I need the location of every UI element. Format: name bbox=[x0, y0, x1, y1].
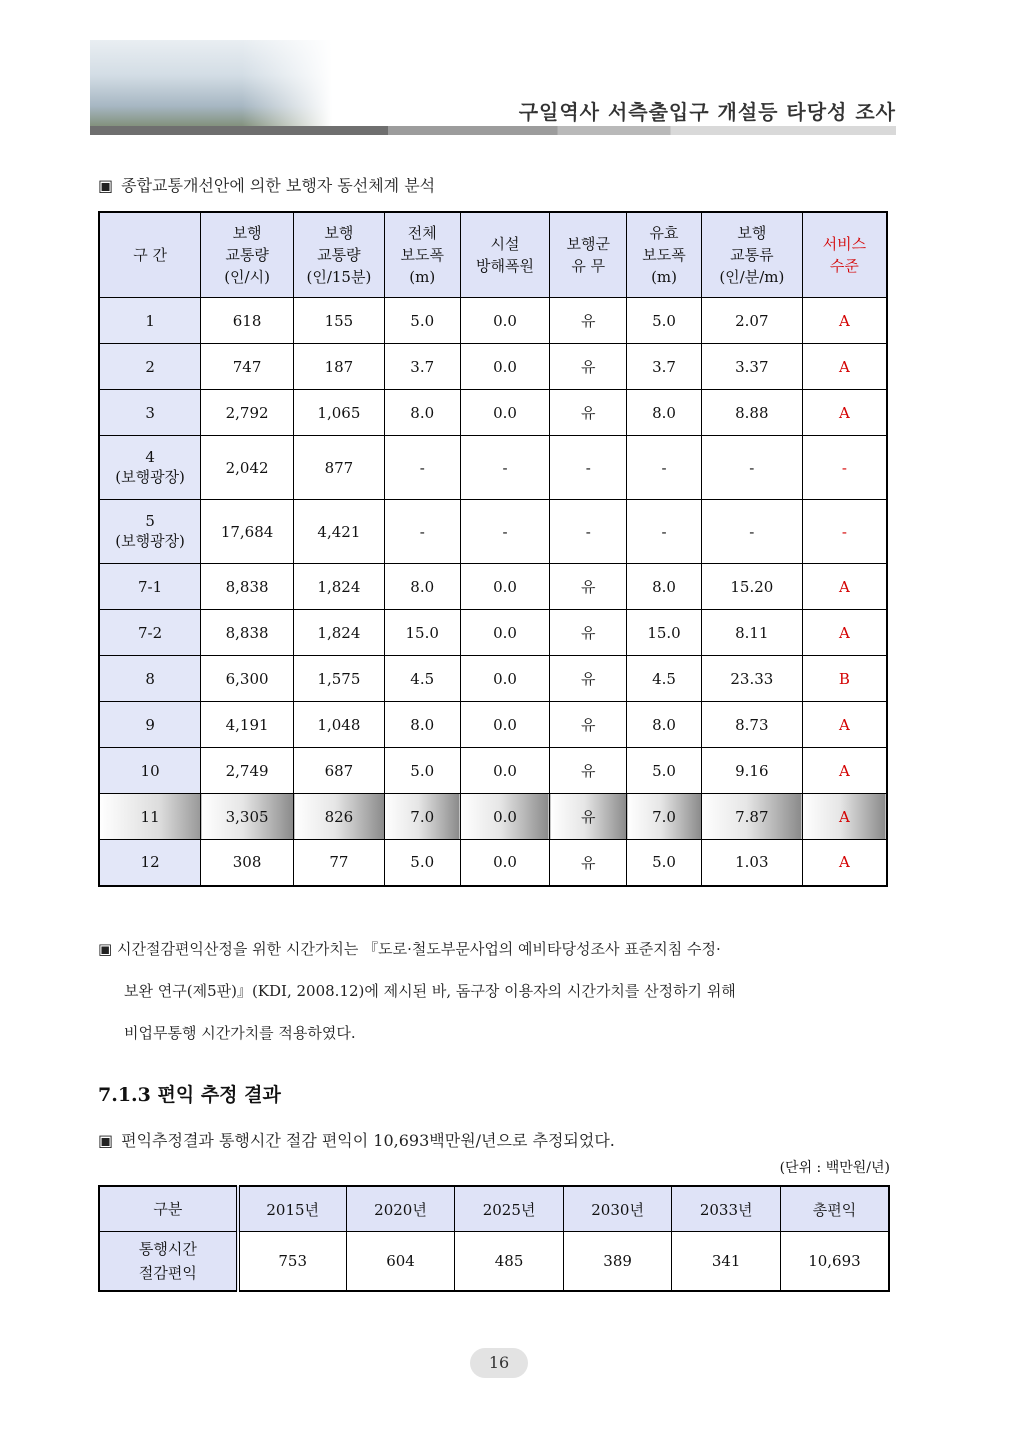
cell-15min-volume: 877 bbox=[294, 436, 385, 500]
cell-flow-rate: 15.20 bbox=[701, 564, 802, 610]
benefit-header-row bbox=[99, 1186, 889, 1232]
cell-hourly-volume: 2,042 bbox=[201, 436, 294, 500]
cell-hourly-volume: 3,305 bbox=[201, 794, 294, 840]
cell-service-level: A bbox=[802, 794, 887, 840]
cell-flow-rate: 8.88 bbox=[701, 390, 802, 436]
cell-hourly-volume: 308 bbox=[201, 840, 294, 886]
benefit-value-2025: 485 bbox=[455, 1232, 564, 1292]
cell-15min-volume: 826 bbox=[294, 794, 385, 840]
header-divider-bar bbox=[90, 126, 896, 135]
cell-total-width: - bbox=[384, 436, 460, 500]
section-heading bbox=[98, 173, 435, 196]
cell-15min-volume: 77 bbox=[294, 840, 385, 886]
benefit-value-2033: 341 bbox=[672, 1232, 781, 1292]
cell-effective-width: 4.5 bbox=[627, 656, 702, 702]
cell-total-width: 7.0 bbox=[384, 794, 460, 840]
cell-15min-volume: 1,065 bbox=[294, 390, 385, 436]
cell-flow-rate: 9.16 bbox=[701, 748, 802, 794]
cell-obstruction-width: 0.0 bbox=[460, 298, 550, 344]
cell-obstruction-width: 0.0 bbox=[460, 344, 550, 390]
cell-hourly-volume: 2,749 bbox=[201, 748, 294, 794]
cell-flow-rate: 2.07 bbox=[701, 298, 802, 344]
cell-effective-width: 7.0 bbox=[627, 794, 702, 840]
cell-15min-volume: 1,824 bbox=[294, 610, 385, 656]
benefit-table bbox=[98, 1185, 890, 1292]
cell-segment: 7-1 bbox=[99, 564, 201, 610]
page-number: 16 bbox=[470, 1348, 528, 1378]
cell-effective-width: - bbox=[627, 500, 702, 564]
time-value-paragraph bbox=[98, 928, 890, 1054]
benefit-header-total: 총편익 bbox=[780, 1186, 889, 1232]
cell-service-level: A bbox=[802, 840, 887, 886]
cell-platoon: 유 bbox=[550, 610, 627, 656]
cell-flow-rate: 1.03 bbox=[701, 840, 802, 886]
cell-segment: 10 bbox=[99, 748, 201, 794]
table-row bbox=[99, 344, 887, 390]
cell-service-level: - bbox=[802, 500, 887, 564]
benefit-header-2015: 2015년 bbox=[238, 1186, 347, 1232]
table-row bbox=[99, 702, 887, 748]
table-row bbox=[99, 298, 887, 344]
cell-platoon: 유 bbox=[550, 298, 627, 344]
cell-segment: 8 bbox=[99, 656, 201, 702]
cell-hourly-volume: 618 bbox=[201, 298, 294, 344]
table-header-row bbox=[99, 212, 887, 298]
square-bullet-icon: ▣ bbox=[98, 940, 113, 958]
cell-service-level: A bbox=[802, 564, 887, 610]
paragraph-line-2: 보완 연구(제5판)』(KDI, 2008.12)에 제시된 바, 돔구장 이용자의 시간가치를 산정하기 위해 bbox=[124, 982, 736, 1000]
cell-total-width: 4.5 bbox=[384, 656, 460, 702]
table-row bbox=[99, 500, 887, 564]
paragraph-line-1: 시간절감편익산정을 위한 시간가치는 『도로·철도부문사업의 예비타당성조사 표준지침 수정· bbox=[116, 940, 721, 958]
cell-obstruction-width: 0.0 bbox=[460, 794, 550, 840]
cell-service-level: A bbox=[802, 748, 887, 794]
square-bullet-icon: ▣ bbox=[98, 176, 114, 195]
cell-total-width: 8.0 bbox=[384, 390, 460, 436]
cell-flow-rate: 8.11 bbox=[701, 610, 802, 656]
cell-segment: 12 bbox=[99, 840, 201, 886]
benefit-row bbox=[99, 1232, 889, 1292]
document-title: 구일역사 서측출입구 개설등 타당성 조사 bbox=[518, 100, 896, 124]
cell-flow-rate: - bbox=[701, 500, 802, 564]
cell-segment: 9 bbox=[99, 702, 201, 748]
cell-hourly-volume: 2,792 bbox=[201, 390, 294, 436]
cell-platoon: 유 bbox=[550, 656, 627, 702]
cell-effective-width: 5.0 bbox=[627, 840, 702, 886]
cell-flow-rate: 8.73 bbox=[701, 702, 802, 748]
cell-effective-width: 15.0 bbox=[627, 610, 702, 656]
table-row bbox=[99, 840, 887, 886]
cell-obstruction-width: 0.0 bbox=[460, 748, 550, 794]
header-total-width: 전체 보도폭 (m) bbox=[384, 212, 460, 298]
cell-hourly-volume: 6,300 bbox=[201, 656, 294, 702]
table-row bbox=[99, 610, 887, 656]
cell-total-width: 5.0 bbox=[384, 840, 460, 886]
cell-hourly-volume: 8,838 bbox=[201, 610, 294, 656]
cell-15min-volume: 4,421 bbox=[294, 500, 385, 564]
cell-effective-width: 5.0 bbox=[627, 298, 702, 344]
cell-effective-width: 8.0 bbox=[627, 390, 702, 436]
cell-15min-volume: 1,575 bbox=[294, 656, 385, 702]
header-effective-width: 유효 보도폭 (m) bbox=[627, 212, 702, 298]
cell-segment: 7-2 bbox=[99, 610, 201, 656]
table-row bbox=[99, 564, 887, 610]
cell-obstruction-width: 0.0 bbox=[460, 610, 550, 656]
benefit-header-2020: 2020년 bbox=[346, 1186, 455, 1232]
cell-total-width: 5.0 bbox=[384, 748, 460, 794]
table-row bbox=[99, 794, 887, 840]
cell-segment: 3 bbox=[99, 390, 201, 436]
cell-flow-rate: 7.87 bbox=[701, 794, 802, 840]
cell-segment: 11 bbox=[99, 794, 201, 840]
benefit-value-2015: 753 bbox=[238, 1232, 347, 1292]
cell-total-width: 8.0 bbox=[384, 564, 460, 610]
cell-obstruction-width: 0.0 bbox=[460, 564, 550, 610]
cell-15min-volume: 1,048 bbox=[294, 702, 385, 748]
cell-flow-rate: 23.33 bbox=[701, 656, 802, 702]
cell-platoon: 유 bbox=[550, 564, 627, 610]
header-service-level: 서비스 수준 bbox=[802, 212, 887, 298]
cell-platoon: 유 bbox=[550, 794, 627, 840]
cell-flow-rate: - bbox=[701, 436, 802, 500]
benefit-header-2033: 2033년 bbox=[672, 1186, 781, 1232]
cell-obstruction-width: 0.0 bbox=[460, 702, 550, 748]
cell-segment: 1 bbox=[99, 298, 201, 344]
cell-obstruction-width: 0.0 bbox=[460, 390, 550, 436]
cell-hourly-volume: 8,838 bbox=[201, 564, 294, 610]
cell-hourly-volume: 747 bbox=[201, 344, 294, 390]
cell-obstruction-width: - bbox=[460, 500, 550, 564]
cell-segment: 2 bbox=[99, 344, 201, 390]
cell-platoon: 유 bbox=[550, 702, 627, 748]
section-title: 7.1.3 편익 추정 결과 bbox=[98, 1084, 281, 1106]
cell-effective-width: 8.0 bbox=[627, 564, 702, 610]
cell-service-level: - bbox=[802, 436, 887, 500]
cell-service-level: A bbox=[802, 344, 887, 390]
cell-total-width: 5.0 bbox=[384, 298, 460, 344]
benefit-value-total: 10,693 bbox=[780, 1232, 889, 1292]
cell-total-width: 15.0 bbox=[384, 610, 460, 656]
table-row bbox=[99, 748, 887, 794]
benefit-value-2030: 389 bbox=[563, 1232, 672, 1292]
header-flow-rate: 보행 교통류 (인/분/m) bbox=[701, 212, 802, 298]
unit-label: (단위 : 백만원/년) bbox=[779, 1160, 890, 1176]
cell-effective-width: 8.0 bbox=[627, 702, 702, 748]
cell-platoon: 유 bbox=[550, 390, 627, 436]
header-segment: 구 간 bbox=[99, 212, 201, 298]
pedestrian-flow-table bbox=[98, 211, 888, 887]
cell-platoon: - bbox=[550, 500, 627, 564]
header-obstruction-width: 시설 방해폭원 bbox=[460, 212, 550, 298]
table-row bbox=[99, 656, 887, 702]
cell-flow-rate: 3.37 bbox=[701, 344, 802, 390]
cell-total-width: - bbox=[384, 500, 460, 564]
benefit-header-2030: 2030년 bbox=[563, 1186, 672, 1232]
cell-service-level: A bbox=[802, 390, 887, 436]
cell-obstruction-width: - bbox=[460, 436, 550, 500]
cell-service-level: A bbox=[802, 298, 887, 344]
cell-platoon: 유 bbox=[550, 748, 627, 794]
paragraph-line-3: 비업무통행 시간가치를 적용하였다. bbox=[124, 1024, 356, 1042]
cell-15min-volume: 187 bbox=[294, 344, 385, 390]
cell-15min-volume: 155 bbox=[294, 298, 385, 344]
square-bullet-icon: ▣ bbox=[98, 1131, 114, 1150]
header-hourly-volume: 보행 교통량 (인/시) bbox=[201, 212, 294, 298]
cell-service-level: A bbox=[802, 610, 887, 656]
cell-effective-width: - bbox=[627, 436, 702, 500]
cell-15min-volume: 687 bbox=[294, 748, 385, 794]
header-photo bbox=[90, 40, 332, 128]
section-heading-text: 종합교통개선안에 의한 보행자 동선체계 분석 bbox=[121, 176, 436, 195]
benefit-summary bbox=[98, 1128, 615, 1151]
header-platoon: 보행군 유 무 bbox=[550, 212, 627, 298]
benefit-row-label: 통행시간 절감편익 bbox=[99, 1232, 238, 1292]
cell-total-width: 8.0 bbox=[384, 702, 460, 748]
benefit-summary-text: 편익추정결과 통행시간 절감 편익이 10,693백만원/년으로 추정되었다. bbox=[121, 1131, 615, 1150]
cell-segment: 4 (보행광장) bbox=[99, 436, 201, 500]
header-15min-volume: 보행 교통량 (인/15분) bbox=[294, 212, 385, 298]
cell-hourly-volume: 17,684 bbox=[201, 500, 294, 564]
cell-total-width: 3.7 bbox=[384, 344, 460, 390]
cell-15min-volume: 1,824 bbox=[294, 564, 385, 610]
cell-obstruction-width: 0.0 bbox=[460, 840, 550, 886]
cell-effective-width: 5.0 bbox=[627, 748, 702, 794]
cell-platoon: 유 bbox=[550, 344, 627, 390]
table-row bbox=[99, 390, 887, 436]
cell-platoon: - bbox=[550, 436, 627, 500]
cell-platoon: 유 bbox=[550, 840, 627, 886]
cell-hourly-volume: 4,191 bbox=[201, 702, 294, 748]
cell-effective-width: 3.7 bbox=[627, 344, 702, 390]
benefit-header-category: 구분 bbox=[99, 1186, 238, 1232]
benefit-value-2020: 604 bbox=[346, 1232, 455, 1292]
cell-segment: 5 (보행광장) bbox=[99, 500, 201, 564]
cell-obstruction-width: 0.0 bbox=[460, 656, 550, 702]
cell-service-level: B bbox=[802, 656, 887, 702]
benefit-header-2025: 2025년 bbox=[455, 1186, 564, 1232]
cell-service-level: A bbox=[802, 702, 887, 748]
table-row bbox=[99, 436, 887, 500]
